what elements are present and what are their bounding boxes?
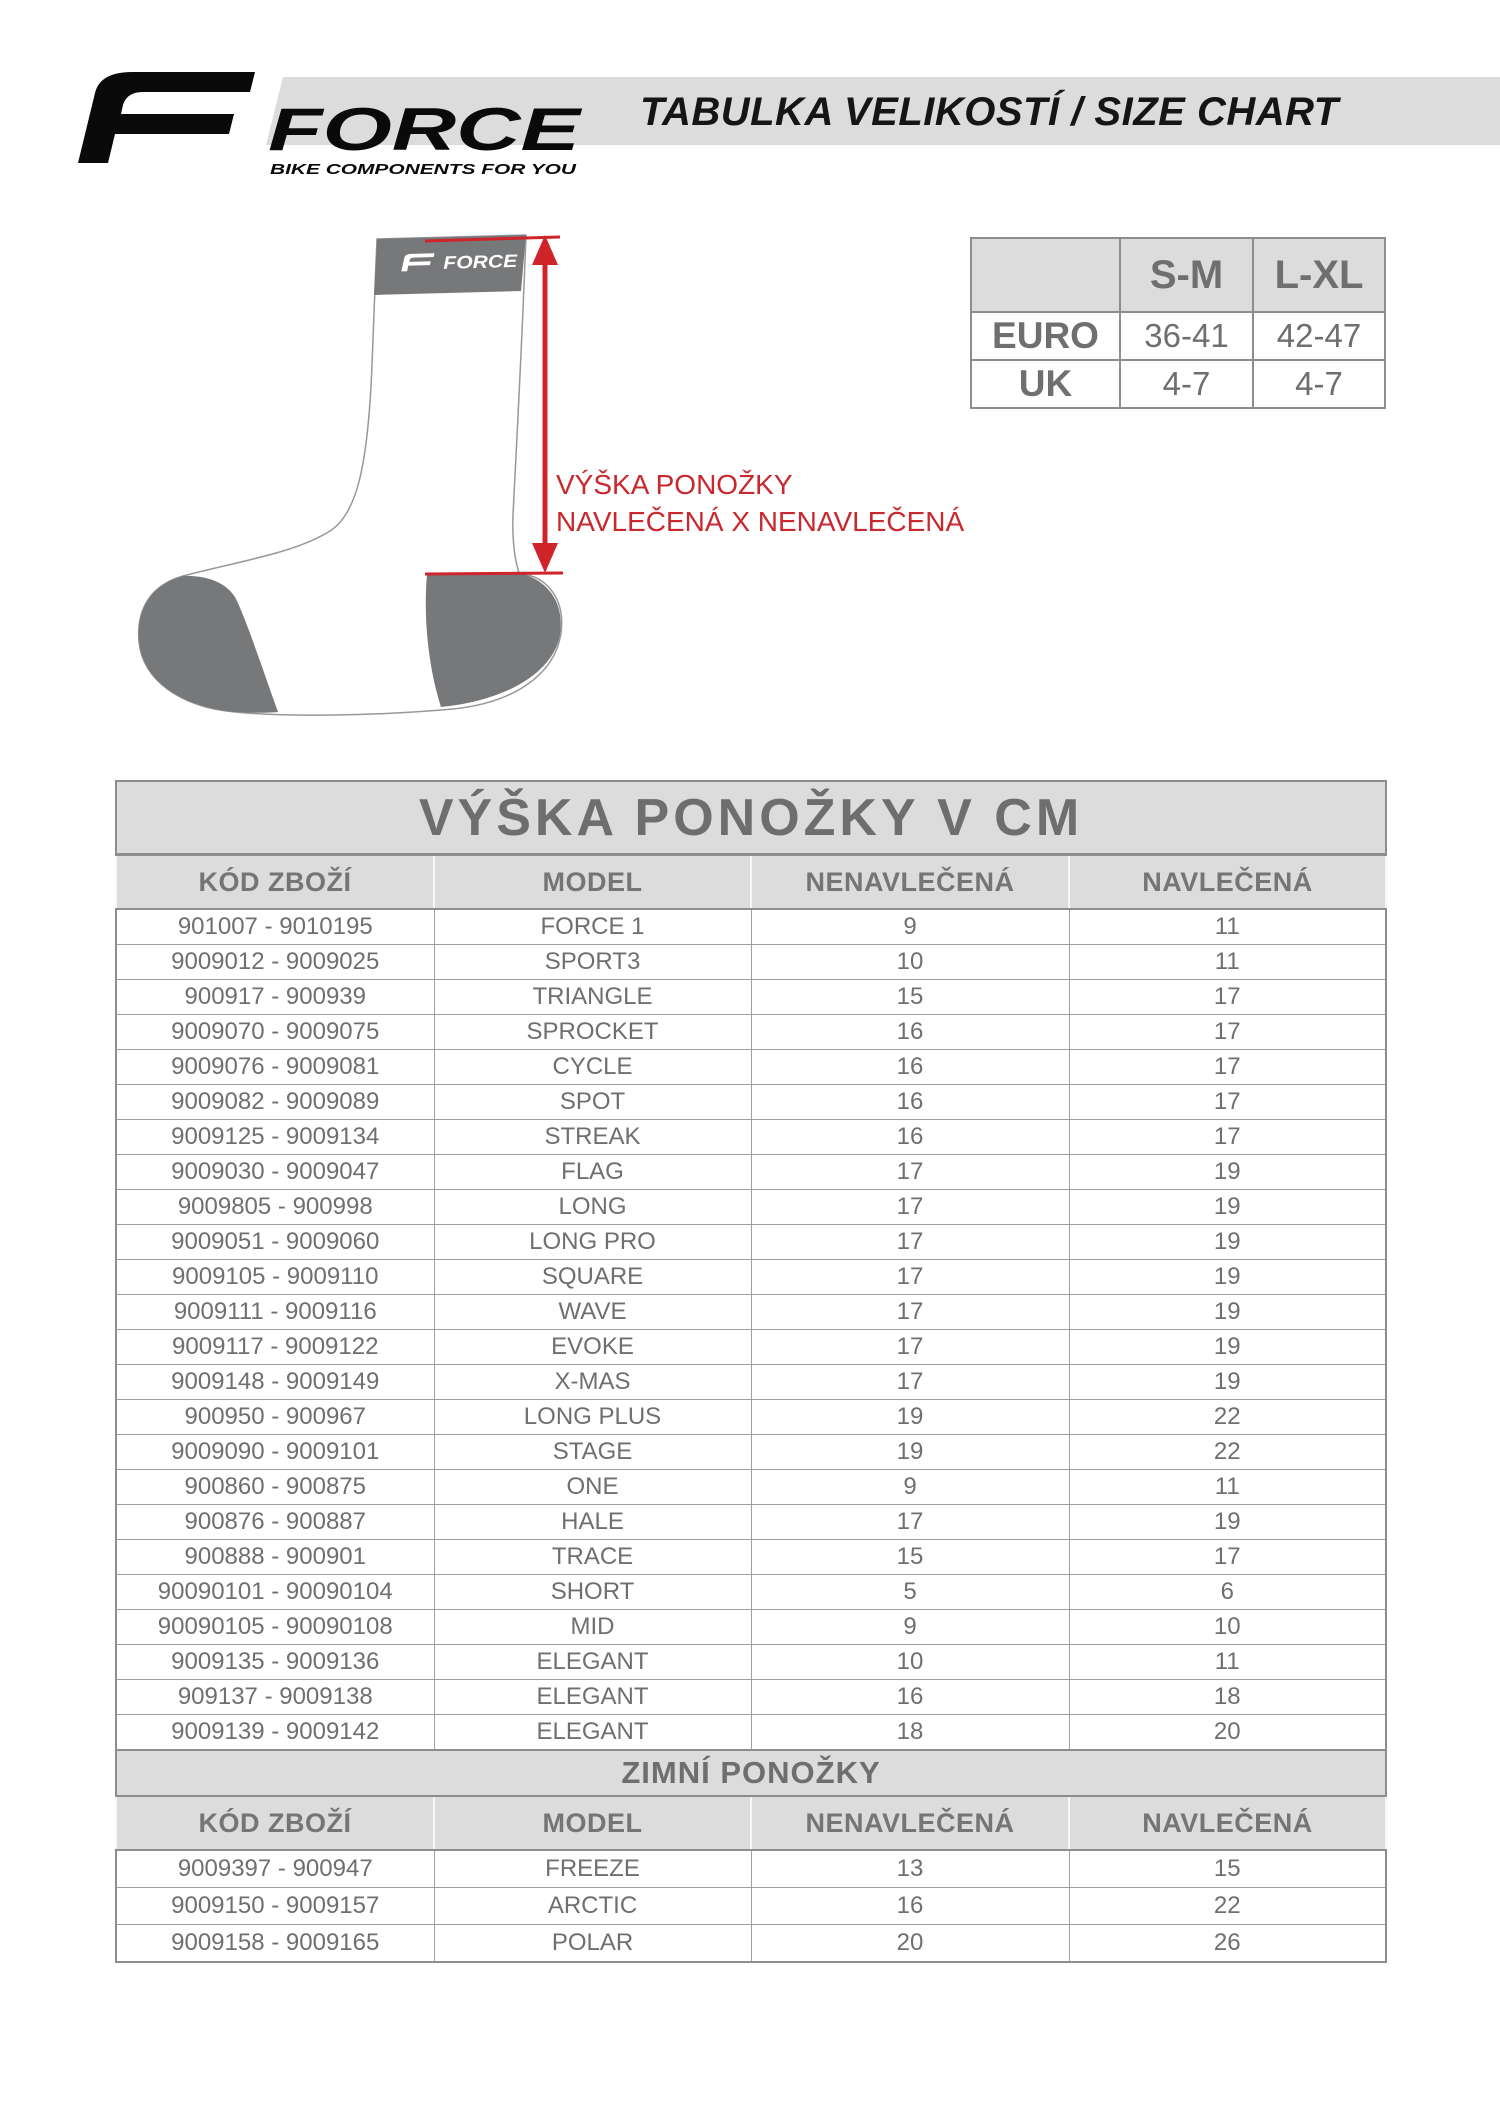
table-cell: 9009139 - 9009142	[116, 1715, 434, 1751]
table-cell: FLAG	[434, 1155, 751, 1190]
table-cell: 19	[1069, 1190, 1386, 1225]
table-cell: 17	[1069, 1050, 1386, 1085]
table-cell: 15	[1069, 1850, 1386, 1888]
table-cell: 17	[751, 1225, 1069, 1260]
winter-section-title: ZIMNÍ PONOŽKY	[116, 1750, 1386, 1796]
table-cell: 900860 - 900875	[116, 1470, 434, 1505]
size-column-sm: S-M	[1120, 238, 1253, 312]
size-conversion-table	[970, 237, 1386, 409]
size-row-label: EURO	[971, 312, 1120, 360]
force-logo	[68, 66, 588, 178]
table-row	[116, 1330, 1386, 1365]
table-cell: 9009051 - 9009060	[116, 1225, 434, 1260]
table-cell: 10	[1069, 1610, 1386, 1645]
table-cell: 10	[751, 945, 1069, 980]
table-cell: LONG PLUS	[434, 1400, 751, 1435]
table-cell: ONE	[434, 1470, 751, 1505]
table-cell: 22	[1069, 1888, 1386, 1925]
size-value: 4-7	[1253, 360, 1385, 408]
table-cell: 6	[1069, 1575, 1386, 1610]
table-row	[116, 1435, 1386, 1470]
column-header-worn: NAVLEČENÁ	[1069, 855, 1386, 910]
table-cell: 17	[1069, 1015, 1386, 1050]
column-header-model: MODEL	[434, 1796, 751, 1850]
main-rows	[116, 909, 1386, 1750]
size-table-corner-cell	[971, 238, 1120, 312]
table-cell: FORCE 1	[434, 909, 751, 945]
table-cell: 9009117 - 9009122	[116, 1330, 434, 1365]
table-row	[116, 1155, 1386, 1190]
table-cell: TRACE	[434, 1540, 751, 1575]
size-table-row-euro	[971, 312, 1385, 360]
table-cell: 19	[1069, 1260, 1386, 1295]
table-cell: 17	[751, 1330, 1069, 1365]
table-cell: 15	[751, 1540, 1069, 1575]
table-cell: TRIANGLE	[434, 980, 751, 1015]
table-row	[116, 1015, 1386, 1050]
column-header-worn: NAVLEČENÁ	[1069, 1796, 1386, 1850]
table-cell: 19	[1069, 1225, 1386, 1260]
table-cell: 22	[1069, 1400, 1386, 1435]
table-cell: 16	[751, 1120, 1069, 1155]
table-cell: 26	[1069, 1925, 1386, 1963]
table-cell: 18	[751, 1715, 1069, 1751]
table-cell: FREEZE	[434, 1850, 751, 1888]
dimension-label-line1: VÝŠKA PONOŽKY	[556, 469, 793, 500]
table-cell: 16	[751, 1015, 1069, 1050]
table-cell: 17	[751, 1365, 1069, 1400]
table-cell: 9	[751, 909, 1069, 945]
table-cell: LONG	[434, 1190, 751, 1225]
table-cell: 9009150 - 9009157	[116, 1888, 434, 1925]
table-cell: 11	[1069, 909, 1386, 945]
table-cell: 9009125 - 9009134	[116, 1120, 434, 1155]
size-value: 36-41	[1120, 312, 1253, 360]
table-cell: 17	[751, 1260, 1069, 1295]
table-cell: 13	[751, 1850, 1069, 1888]
table-cell: EVOKE	[434, 1330, 751, 1365]
table-cell: 9009805 - 900998	[116, 1190, 434, 1225]
column-header-code: KÓD ZBOŽÍ	[116, 1796, 434, 1850]
size-value: 42-47	[1253, 312, 1385, 360]
table-cell: 900950 - 900967	[116, 1400, 434, 1435]
force-logo-tagline: BIKE COMPONENTS FOR YOU	[270, 161, 578, 178]
table-row	[116, 945, 1386, 980]
size-table-row-uk	[971, 360, 1385, 408]
table-cell: 9009158 - 9009165	[116, 1925, 434, 1963]
table-cell: LONG PRO	[434, 1225, 751, 1260]
table-cell: SQUARE	[434, 1260, 751, 1295]
table-title: VÝŠKA PONOŽKY V CM	[116, 781, 1386, 855]
table-cell: 9009012 - 9009025	[116, 945, 434, 980]
table-cell: STREAK	[434, 1120, 751, 1155]
size-column-lxl: L-XL	[1253, 238, 1385, 312]
table-cell: 17	[751, 1155, 1069, 1190]
winter-rows	[116, 1850, 1386, 1962]
table-cell: 90090105 - 90090108	[116, 1610, 434, 1645]
table-row	[116, 1575, 1386, 1610]
table-title-row	[116, 781, 1386, 855]
table-row	[116, 1365, 1386, 1400]
table-cell: POLAR	[434, 1925, 751, 1963]
table-row	[116, 1610, 1386, 1645]
table-cell: SHORT	[434, 1575, 751, 1610]
table-cell: 20	[751, 1925, 1069, 1963]
table-cell: 9009076 - 9009081	[116, 1050, 434, 1085]
table-cell: SPORT3	[434, 945, 751, 980]
column-header-unworn: NENAVLEČENÁ	[751, 1796, 1069, 1850]
table-cell: 900876 - 900887	[116, 1505, 434, 1540]
table-cell: 17	[751, 1505, 1069, 1540]
table-cell: 22	[1069, 1435, 1386, 1470]
table-cell: 9	[751, 1470, 1069, 1505]
size-table-header-row	[971, 238, 1385, 312]
table-row	[116, 1680, 1386, 1715]
table-cell: 16	[751, 1680, 1069, 1715]
table-cell: 16	[751, 1085, 1069, 1120]
table-row	[116, 1715, 1386, 1751]
size-row-label: UK	[971, 360, 1120, 408]
table-cell: 9009030 - 9009047	[116, 1155, 434, 1190]
winter-header-row	[116, 1796, 1386, 1850]
table-cell: SPOT	[434, 1085, 751, 1120]
table-header-row	[116, 855, 1386, 910]
table-cell: 9009135 - 9009136	[116, 1645, 434, 1680]
table-cell: SPROCKET	[434, 1015, 751, 1050]
table-cell: 19	[751, 1435, 1069, 1470]
table-cell: 9009090 - 9009101	[116, 1435, 434, 1470]
dimension-label	[556, 466, 976, 540]
table-cell: 20	[1069, 1715, 1386, 1751]
table-cell: WAVE	[434, 1295, 751, 1330]
table-row	[116, 1850, 1386, 1888]
table-cell: 19	[1069, 1155, 1386, 1190]
force-logo-mark-icon	[78, 72, 255, 163]
table-row	[116, 980, 1386, 1015]
table-row	[116, 1050, 1386, 1085]
table-cell: 19	[1069, 1505, 1386, 1540]
table-cell: 909137 - 9009138	[116, 1680, 434, 1715]
table-row	[116, 1225, 1386, 1260]
table-cell: 19	[1069, 1330, 1386, 1365]
table-cell: 15	[751, 980, 1069, 1015]
table-cell: 9009105 - 9009110	[116, 1260, 434, 1295]
size-value: 4-7	[1120, 360, 1253, 408]
table-row	[116, 1295, 1386, 1330]
table-cell: 901007 - 9010195	[116, 909, 434, 945]
table-cell: CYCLE	[434, 1050, 751, 1085]
table-cell: 16	[751, 1888, 1069, 1925]
table-row	[116, 1120, 1386, 1155]
table-cell: MID	[434, 1610, 751, 1645]
table-cell: 17	[1069, 1120, 1386, 1155]
table-cell: X-MAS	[434, 1365, 751, 1400]
sock-height-table	[115, 780, 1387, 1963]
table-row	[116, 1190, 1386, 1225]
table-cell: 9009070 - 9009075	[116, 1015, 434, 1050]
table-cell: ELEGANT	[434, 1680, 751, 1715]
table-cell: 17	[751, 1190, 1069, 1225]
table-cell: 18	[1069, 1680, 1386, 1715]
table-cell: 11	[1069, 1645, 1386, 1680]
table-cell: 17	[1069, 980, 1386, 1015]
table-row	[116, 1540, 1386, 1575]
table-row	[116, 1260, 1386, 1295]
table-cell: 900917 - 900939	[116, 980, 434, 1015]
winter-section-row	[116, 1750, 1386, 1796]
table-cell: 17	[1069, 1540, 1386, 1575]
table-row	[116, 1925, 1386, 1963]
column-header-model: MODEL	[434, 855, 751, 910]
table-row	[116, 1085, 1386, 1120]
table-cell: 17	[1069, 1085, 1386, 1120]
table-cell: 19	[1069, 1295, 1386, 1330]
table-cell: 900888 - 900901	[116, 1540, 434, 1575]
table-row	[116, 909, 1386, 945]
table-row	[116, 1888, 1386, 1925]
table-cell: 19	[1069, 1365, 1386, 1400]
table-row	[116, 1400, 1386, 1435]
table-cell: 11	[1069, 1470, 1386, 1505]
table-cell: 19	[751, 1400, 1069, 1435]
table-cell: 5	[751, 1575, 1069, 1610]
sock-heel	[426, 573, 561, 707]
page-title: TABULKA VELIKOSTÍ / SIZE CHART	[640, 90, 1339, 134]
force-logo-wordmark: FORCE	[268, 96, 583, 163]
table-row	[116, 1505, 1386, 1540]
column-header-unworn: NENAVLEČENÁ	[751, 855, 1069, 910]
table-cell: 90090101 - 90090104	[116, 1575, 434, 1610]
table-cell: ARCTIC	[434, 1888, 751, 1925]
table-cell: 16	[751, 1050, 1069, 1085]
table-cell: 9009082 - 9009089	[116, 1085, 434, 1120]
table-cell: 9009111 - 9009116	[116, 1295, 434, 1330]
table-cell: 10	[751, 1645, 1069, 1680]
table-cell: ELEGANT	[434, 1645, 751, 1680]
table-cell: 9009148 - 9009149	[116, 1365, 434, 1400]
table-row	[116, 1645, 1386, 1680]
table-row	[116, 1470, 1386, 1505]
table-cell: STAGE	[434, 1435, 751, 1470]
column-header-code: KÓD ZBOŽÍ	[116, 855, 434, 910]
table-cell: 11	[1069, 945, 1386, 980]
cuff-logo-text: FORCE	[443, 251, 507, 273]
table-cell: 17	[751, 1295, 1069, 1330]
table-cell: ELEGANT	[434, 1715, 751, 1751]
table-cell: 9009397 - 900947	[116, 1850, 434, 1888]
table-cell: HALE	[434, 1505, 751, 1540]
table-cell: 9	[751, 1610, 1069, 1645]
sock-illustration	[85, 205, 640, 725]
dimension-label-line2: NAVLEČENÁ X NENAVLEČENÁ	[556, 506, 965, 537]
